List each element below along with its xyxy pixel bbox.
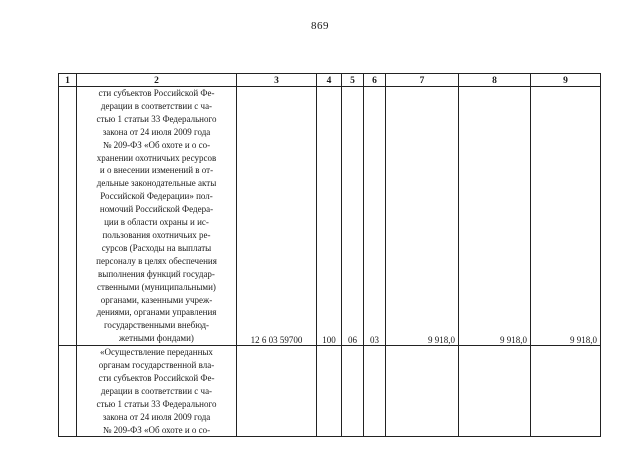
description-line: органам государственной вла- xyxy=(98,360,215,371)
description-line: органами, казенными учреж- xyxy=(100,294,213,305)
description-line: стью 1 статьи 33 Федерального xyxy=(96,113,217,124)
description-line: ции в области охраны и ис- xyxy=(104,217,209,228)
row-number-cell xyxy=(59,346,77,437)
description-line: персоналу в целях обеспечения xyxy=(96,255,217,266)
description-line: сурсов (Расходы на выплаты xyxy=(101,242,212,253)
section-cell: 06 xyxy=(342,87,364,346)
expense-type-cell: 100 xyxy=(317,87,342,346)
description-line: сти субъектов Российской Фе- xyxy=(98,88,215,98)
description-line: закона от 24 июля 2009 года xyxy=(102,126,211,137)
amount-col-8-cell xyxy=(459,346,531,437)
subsection-cell xyxy=(364,346,386,437)
description-line: сти субъектов Российской Фе- xyxy=(98,372,215,383)
header-row xyxy=(59,74,601,87)
description-line: дельные законодательные акты xyxy=(96,178,217,189)
description-line: стью 1 статьи 33 Федерального xyxy=(96,398,217,409)
header-col-6: 6 xyxy=(364,74,386,87)
table-row xyxy=(59,87,601,346)
page-number: 869 xyxy=(311,20,329,32)
description-line: дерации в соответствии с ча- xyxy=(100,100,213,111)
description-line: закона от 24 июля 2009 года xyxy=(102,411,211,422)
header-col-5: 5 xyxy=(342,74,364,87)
description-line: № 209-ФЗ «Об охоте и о со- xyxy=(102,139,211,150)
header-col-8: 8 xyxy=(459,74,531,87)
header-col-4: 4 xyxy=(317,74,342,87)
description-line: дерации в соответствии с ча- xyxy=(100,385,213,396)
description-line: «Осуществление переданных xyxy=(100,347,213,358)
header-col-7: 7 xyxy=(386,74,459,87)
expense-type-cell xyxy=(317,346,342,437)
header-col-3: 3 xyxy=(237,74,317,87)
section-cell xyxy=(342,346,364,437)
description-line: ственными (муниципальными) xyxy=(97,281,216,292)
description-cell xyxy=(77,87,237,346)
description-line: хранении охотничьих ресурсов xyxy=(96,152,217,163)
header-col-9: 9 xyxy=(531,74,601,87)
budget-code-cell xyxy=(237,346,317,437)
amount-col-9-cell xyxy=(531,346,601,437)
amount-col-9-cell: 9 918,0 xyxy=(531,87,601,346)
description-line: Российской Федерации» пол- xyxy=(100,191,213,202)
amount-col-8-cell: 9 918,0 xyxy=(459,87,531,346)
row-number-cell xyxy=(59,87,77,346)
description-line: жетными фондами) xyxy=(119,333,194,344)
description-line: № 209-ФЗ «Об охоте и о со- xyxy=(102,424,211,435)
description-line: пользования охотничьих ре- xyxy=(102,229,211,240)
budget-code-cell: 12 6 03 59700 xyxy=(237,87,317,346)
amount-col-7-cell xyxy=(386,346,459,437)
description-line: государственными внебюд- xyxy=(103,320,210,331)
table-row xyxy=(59,346,601,437)
description-line: номочий Российской Федера- xyxy=(99,204,214,215)
budget-table xyxy=(58,73,601,437)
description-line: и о внесении изменений в от- xyxy=(99,165,214,176)
subsection-cell: 03 xyxy=(364,87,386,346)
amount-col-7-cell: 9 918,0 xyxy=(386,87,459,346)
header-col-1: 1 xyxy=(59,74,77,87)
header-col-2: 2 xyxy=(77,74,237,87)
description-line: выполнения функций государ- xyxy=(98,268,215,279)
description-line: дениями, органами управления xyxy=(96,307,217,318)
description-cell xyxy=(77,346,237,437)
